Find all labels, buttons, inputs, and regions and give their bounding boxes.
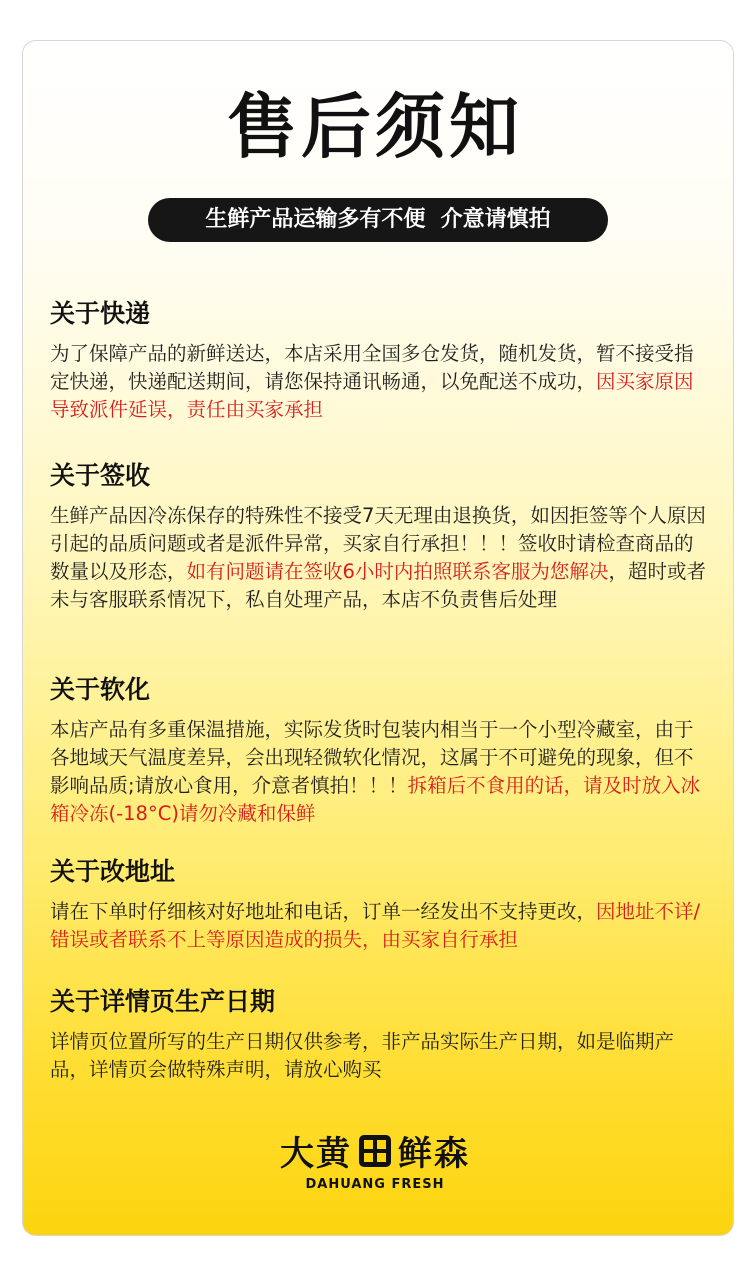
section-body: 为了保障产品的新鲜送达，本店采用全国多仓发货，随机发货，暂不接受指定快递，快递配送期间，请您保持通讯畅通，以免配送不成功，因买家原因导致派件延误，责任由买家承担: [50, 342, 694, 421]
logo-subtitle: DAHUANG FRESH: [305, 1177, 445, 1192]
logo-left-text: 大黄: [280, 1134, 352, 1174]
section-body: 本店产品有多重保温措施，实际发货时包装内相当于一个小型冷藏室，由于各地域天气温度差异，会出现轻微软化情况，这属于不可避免的现象，但不影响品质;请放心食用，介意者慎拍！！！拆箱后不食用的话，请及时放入冰箱冷冻(-18°C)请勿冷藏和保鲜: [50, 718, 701, 825]
logo-mark-icon: [358, 1134, 392, 1168]
subtitle-banner: 生鲜产品运输多有不便 介意请慎拍: [148, 198, 608, 242]
section-body: 生鲜产品因冷冻保存的特殊性不接受7天无理由退换货，如因拒签等个人原因引起的品质问题或者是派件异常，买家自行承担！！！签收时请检查商品的数量以及形态，如有问题请在签收6小时内拍照联系客服为您解决，超时或者未与客服联系情况下，私自处理产品，本店不负责售后处理: [50, 504, 706, 611]
section-heading: 关于签收: [50, 461, 151, 490]
brand-logo: [0, 1126, 750, 1192]
section-highlight: 如有问题请在签收6小时内拍照联系客服为您解决: [186, 560, 609, 583]
section-heading: 关于改地址: [50, 857, 176, 886]
section-body: 详情页位置所写的生产日期仅供参考，非产品实际生产日期，如是临期产品，详情页会做特殊声明，请放心购买: [50, 1030, 675, 1081]
section-signing: [50, 458, 710, 614]
section-address: [50, 854, 710, 954]
section-highlight: 因地址不详/错误或者联系不上等原因造成的损失，由买家自行承担: [50, 900, 701, 951]
section-softening: [50, 672, 710, 828]
section-express: [50, 296, 710, 424]
section-highlight: 因买家原因导致派件延误，责任由买家承担: [50, 370, 694, 421]
section-heading: 关于软化: [50, 675, 151, 704]
logo-wordmark: [280, 1126, 470, 1175]
section-highlight: 拆箱后不食用的话，请及时放入冰箱冷冻(-18°C)请勿冷藏和保鲜: [50, 774, 701, 825]
section-body: 请在下单时仔细核对好地址和电话，订单一经发出不支持更改，因地址不详/错误或者联系不上等原因造成的损失，由买家自行承担: [50, 900, 701, 951]
page-title: 售后须知: [227, 86, 523, 168]
logo-right-text: 鲜森: [398, 1134, 470, 1174]
section-heading: 关于详情页生产日期: [50, 987, 276, 1016]
section-heading: 关于快递: [50, 299, 151, 328]
section-production-date: [50, 984, 710, 1084]
